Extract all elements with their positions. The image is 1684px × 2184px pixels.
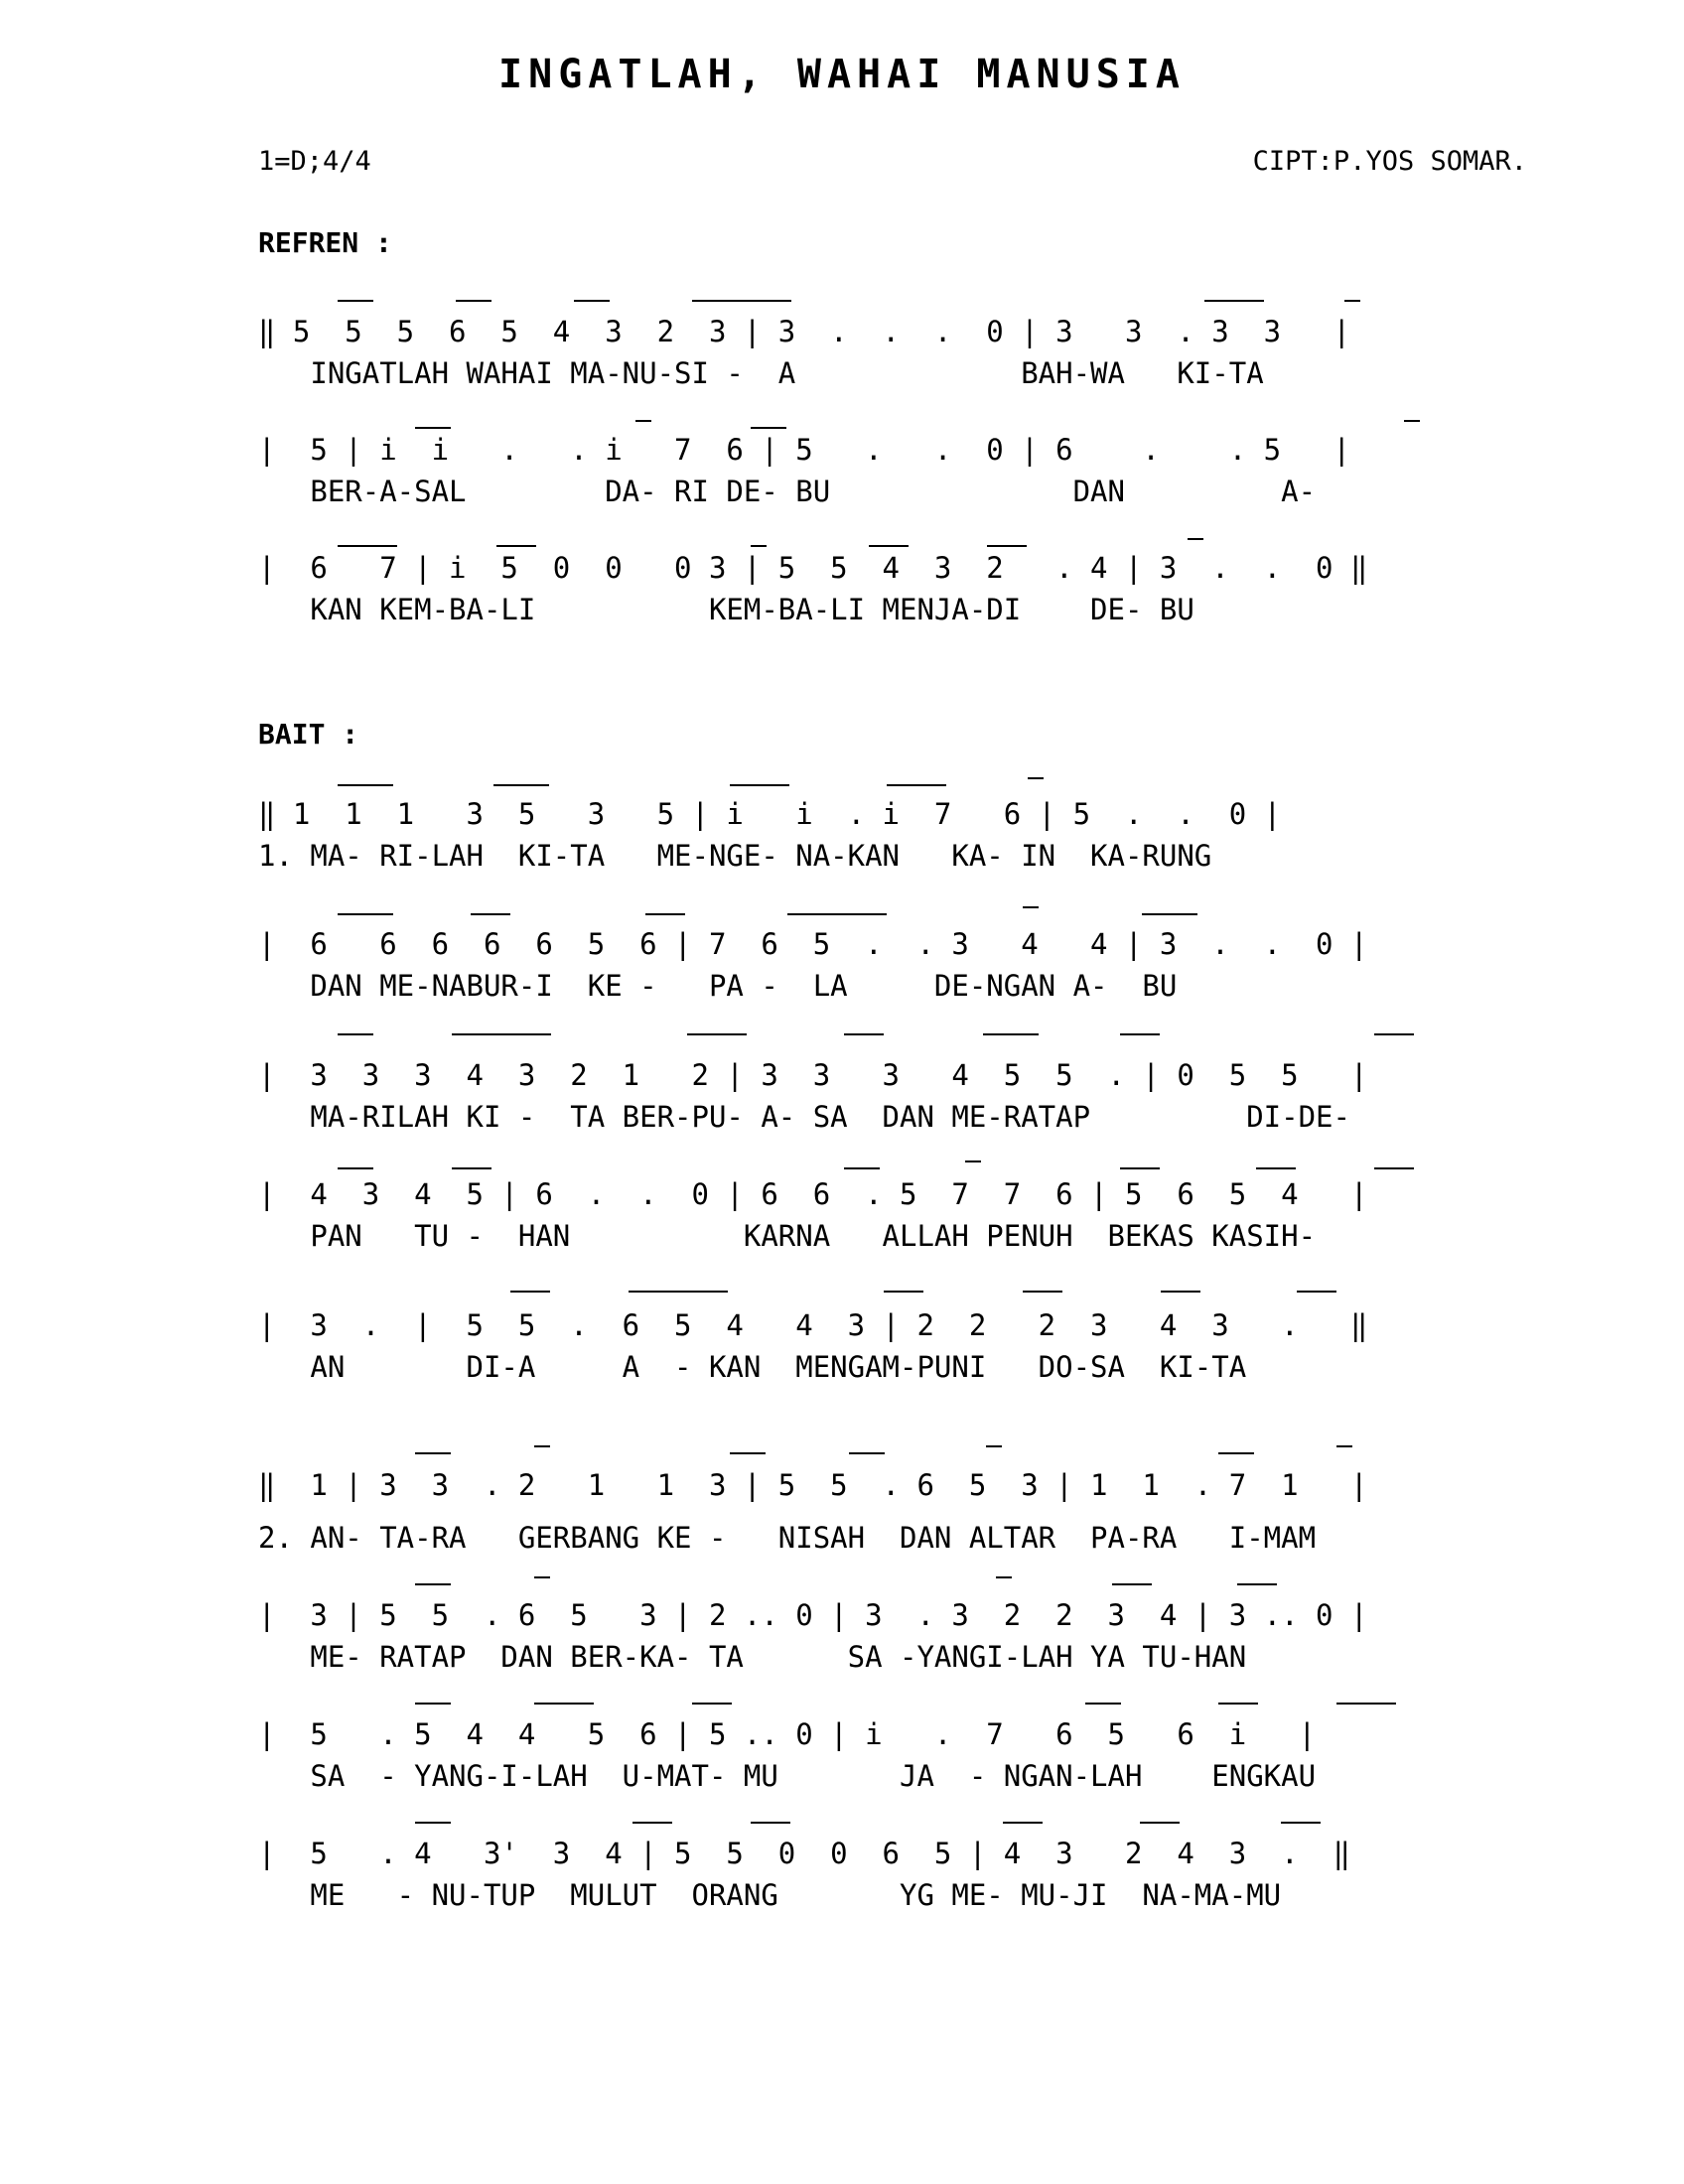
refren-notes-line-1: ‖ 5 5 5 6 5 4 3 2 3 | 3 . . . 0 | 3 3 . 3 3 |	[258, 315, 1350, 348]
beam-line	[1161, 1291, 1200, 1293]
verse2-notes-line-4: | 5 . 4 3' 3 4 | 5 5 0 0 6 5 | 4 3 2 4 3 . ‖	[258, 1837, 1350, 1870]
beam-line	[629, 1291, 728, 1293]
verse1-notes-line-3: | 3 3 3 4 3 2 1 2 | 3 3 3 4 5 5 . | 0 5 5 |	[258, 1058, 1368, 1092]
beam-line	[1344, 300, 1360, 302]
beam-line	[1336, 1445, 1352, 1447]
beam-line	[751, 427, 786, 429]
bait-label: BAIT :	[258, 718, 359, 751]
beam-line	[1188, 538, 1203, 540]
key-signature: 1=D;4/4	[258, 146, 371, 177]
beam-line	[751, 1822, 790, 1824]
beam-line	[338, 784, 393, 786]
beam-line	[1120, 1167, 1160, 1169]
beam-line	[338, 1167, 373, 1169]
beam-line	[338, 913, 393, 915]
verse2-notes-line-2: | 3 | 5 5 . 6 5 3 | 2 .. 0 | 3 . 3 2 2 3 4 | 3 .. 0 |	[258, 1598, 1368, 1632]
beam-line	[1297, 1291, 1336, 1293]
beam-line	[884, 1291, 923, 1293]
verse2-notes-line-3: | 5 . 5 4 4 5 6 | 5 .. 0 | i . 7 6 5 6 i |	[258, 1717, 1317, 1751]
beam-line	[1204, 300, 1264, 302]
beam-line	[1085, 1703, 1121, 1705]
beam-line	[1023, 1291, 1062, 1293]
beam-line	[986, 1445, 1002, 1447]
beam-line	[1140, 1822, 1180, 1824]
verse1-lyrics-line-1: 1. MA- RI-LAH KI-TA ME-NGE- NA-KAN KA- IN KA-RUNG	[258, 839, 1212, 873]
beam-line	[965, 1160, 981, 1162]
beam-line	[338, 300, 373, 302]
song-title: INGATLAH, WAHAI MANUSIA	[498, 52, 1186, 97]
verse1-notes-line-2: | 6 6 6 6 6 5 6 | 7 6 5 . . 3 4 4 | 3 . . 0 |	[258, 927, 1368, 961]
beam-line	[869, 545, 909, 547]
beam-line	[1003, 1822, 1043, 1824]
beam-line	[1142, 913, 1197, 915]
verse2-lyrics-line-4: ME - NU-TUP MULUT ORANG YG ME- MU-JI NA-MA-MU	[258, 1878, 1282, 1912]
verse1-lyrics-line-3: MA-RILAH KI - TA BER-PU- A- SA DAN ME-RATAP DI-DE-	[258, 1100, 1350, 1134]
beam-line	[987, 545, 1027, 547]
verse1-notes-line-1: ‖ 1 1 1 3 5 3 5 | i i . i 7 6 | 5 . . 0 |	[258, 797, 1282, 831]
beam-line	[493, 784, 549, 786]
beam-line	[844, 1167, 880, 1169]
beam-line	[534, 1576, 550, 1578]
beam-line	[415, 427, 451, 429]
refren-lyrics-line-2: BER-A-SAL DA- RI DE- BU DAN A-	[258, 475, 1317, 508]
verse2-notes-line-1: ‖ 1 | 3 3 . 2 1 1 3 | 5 5 . 6 5 3 | 1 1 . 7 1 |	[258, 1468, 1368, 1502]
beam-line	[510, 1291, 550, 1293]
beam-line	[1237, 1583, 1277, 1585]
beam-line	[730, 784, 789, 786]
beam-line	[1374, 1167, 1414, 1169]
beam-line	[574, 300, 610, 302]
beam-line	[471, 913, 510, 915]
beam-line	[1281, 1822, 1321, 1824]
beam-line	[1256, 1167, 1296, 1169]
beam-line	[887, 784, 946, 786]
beam-line	[983, 1033, 1039, 1035]
beam-line	[1028, 777, 1044, 779]
beam-line	[996, 1576, 1012, 1578]
verse1-notes-line-4: | 4 3 4 5 | 6 . . 0 | 6 6 . 5 7 7 6 | 5 6 5 4 |	[258, 1177, 1368, 1211]
beam-line	[645, 913, 685, 915]
beam-line	[415, 1452, 451, 1454]
beam-line	[849, 1452, 885, 1454]
beam-line	[751, 545, 767, 547]
composer-credit: CIPT:P.YOS SOMAR.	[1252, 146, 1527, 177]
beam-line	[534, 1445, 550, 1447]
verse2-lyrics-line-1: 2. AN- TA-RA GERBANG KE - NISAH DAN ALTAR PA-RA I-MAM	[258, 1521, 1317, 1555]
beam-line	[787, 913, 887, 915]
verse1-lyrics-line-4: PAN TU - HAN KARNA ALLAH PENUH BEKAS KASIH-	[258, 1219, 1317, 1253]
verse1-lyrics-line-2: DAN ME-NABUR-I KE - PA - LA DE-NGAN A- BU	[258, 969, 1178, 1003]
beam-line	[452, 1033, 551, 1035]
beam-line	[1218, 1452, 1254, 1454]
beam-line	[1336, 1703, 1396, 1705]
beam-line	[687, 1033, 747, 1035]
verse2-lyrics-line-2: ME- RATAP DAN BER-KA- TA SA -YANGI-LAH YA TU-HAN	[258, 1640, 1247, 1674]
verse1-notes-line-5: | 3 . | 5 5 . 6 5 4 4 3 | 2 2 2 3 4 3 . ‖	[258, 1308, 1368, 1342]
beam-line	[415, 1822, 451, 1824]
verse2-lyrics-line-3: SA - YANG-I-LAH U-MAT- MU JA - NGAN-LAH ENGKAU	[258, 1759, 1317, 1793]
beam-line	[452, 1167, 491, 1169]
refren-notes-line-3: | 6 7 | i 5 0 0 0 3 | 5 5 4 3 2 . 4 | 3 . . 0 ‖	[258, 551, 1368, 585]
beam-line	[635, 420, 651, 422]
beam-line	[632, 1822, 672, 1824]
beam-line	[1374, 1033, 1414, 1035]
beam-line	[1404, 420, 1420, 422]
refren-lyrics-line-1: INGATLAH WAHAI MA-NU-SI - A BAH-WA KI-TA	[258, 356, 1264, 390]
verse1-lyrics-line-5: AN DI-A A - KAN MENGAM-PUNI DO-SA KI-TA	[258, 1350, 1247, 1384]
beam-line	[1112, 1583, 1152, 1585]
refren-lyrics-line-3: KAN KEM-BA-LI KEM-BA-LI MENJA-DI DE- BU	[258, 593, 1194, 626]
beam-line	[730, 1452, 766, 1454]
beam-line	[844, 1033, 884, 1035]
beam-line	[338, 545, 397, 547]
beam-line	[692, 300, 791, 302]
beam-line	[1023, 906, 1039, 908]
beam-line	[1120, 1033, 1160, 1035]
beam-line	[692, 1703, 732, 1705]
beam-line	[456, 300, 491, 302]
beam-line	[496, 545, 536, 547]
beam-line	[534, 1703, 594, 1705]
refren-label: REFREN :	[258, 226, 392, 259]
beam-line	[1218, 1703, 1258, 1705]
beam-line	[415, 1703, 451, 1705]
beam-line	[338, 1033, 373, 1035]
beam-line	[415, 1583, 451, 1585]
refren-notes-line-2: | 5 | i i . . i 7 6 | 5 . . 0 | 6 . . 5 |	[258, 433, 1350, 467]
